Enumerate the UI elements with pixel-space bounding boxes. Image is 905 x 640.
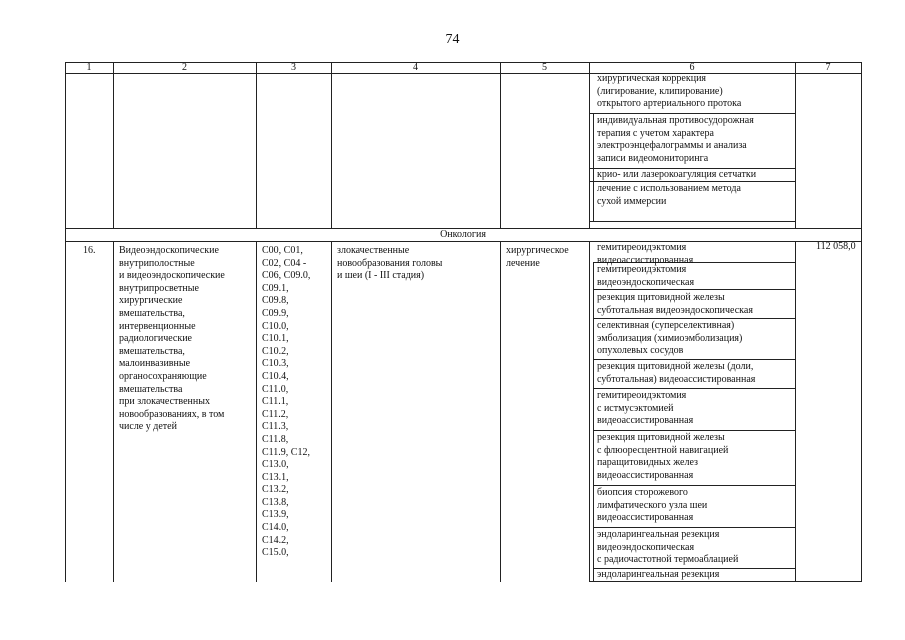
col-border-left xyxy=(65,62,66,582)
text-line: новообразованиях, в том xyxy=(119,408,225,420)
code-line: C13.1, xyxy=(262,471,289,483)
procedure-line: эндоларингеальная резекция xyxy=(597,569,720,580)
proc-separator xyxy=(593,318,795,319)
col-border-2-3-lower xyxy=(256,241,257,582)
code-line: C10.3, xyxy=(262,358,289,370)
column-header: 7 xyxy=(825,62,831,73)
col-border-5-6 xyxy=(589,62,590,228)
code-line: C06, C09.0, xyxy=(262,270,311,282)
procedure-line: открытого артериального протока xyxy=(597,98,742,110)
code-line: C09.8, xyxy=(262,295,289,307)
text-line: внутрипросветные xyxy=(119,282,199,294)
procedure-line: видеоассистированная xyxy=(597,415,694,427)
proc-separator xyxy=(593,527,795,528)
proc-separator xyxy=(593,388,795,389)
procedure-line: гемитиреоидэктомия xyxy=(597,390,687,401)
col-border-4-5 xyxy=(500,62,501,228)
procedure-line: резекция щитовидной железы xyxy=(597,292,725,303)
proc-separator xyxy=(589,221,795,222)
code-line: C11.0, xyxy=(262,383,289,395)
procedure-line: эндоларингеальная резекция xyxy=(597,529,720,540)
column-header: 3 xyxy=(291,62,296,73)
column-header: 2 xyxy=(182,62,187,73)
procedure-cell xyxy=(597,292,753,317)
text-line: новообразования головы xyxy=(337,257,443,269)
code-line: C13.9, xyxy=(262,509,289,521)
procedure-line: видеоассистированная xyxy=(597,469,694,481)
procedure-line: видеоэндоскопическая xyxy=(597,276,695,288)
procedure-line: гемитиреоидэктомия xyxy=(597,264,687,275)
code-line: C09.9, xyxy=(262,307,289,319)
text-line: вмешательства, xyxy=(119,307,185,319)
procedure-cell xyxy=(597,73,741,111)
col-border-right xyxy=(861,62,862,582)
procedure-line: записи видеомониторинга xyxy=(597,152,709,164)
code-line: C11.2, xyxy=(262,408,289,420)
code-line: C13.8, xyxy=(262,496,289,508)
text-line: при злокачественных xyxy=(119,396,210,408)
code-line: C11.1, xyxy=(262,396,289,408)
proc-separator xyxy=(593,430,795,431)
code-line: C11.8, xyxy=(262,433,289,445)
code-line: C11.9, C12, xyxy=(262,446,310,458)
procedure-cell xyxy=(597,529,738,567)
procedure-line: лимфатического узла шеи xyxy=(597,499,708,511)
procedure-cell xyxy=(597,487,707,525)
procedure-line: хирургическая коррекция xyxy=(597,73,707,84)
column-header: 1 xyxy=(86,62,92,73)
code-line: C00, C01, xyxy=(262,245,303,256)
procedure-line: субтотальная) видеоассистированная xyxy=(597,373,756,385)
code-line: C02, C04 - xyxy=(262,257,307,269)
text-line: вмешательства, xyxy=(119,345,185,357)
procedure-line: крио- или лазерокоагуляция сетчатки xyxy=(597,169,757,180)
col-border-1-2 xyxy=(113,62,114,228)
col-border-1-2-lower xyxy=(113,241,114,582)
procedure-line: гемитиреоидэктомия xyxy=(597,242,687,253)
procedure-line: эмболизация (химиоэмболизация) xyxy=(597,332,743,344)
text-line: радиологические xyxy=(119,333,192,345)
procedure-line: сухой иммерсии xyxy=(597,195,667,207)
treatment-type-cell xyxy=(506,245,569,270)
procedure-line: с флюоресцентной навигацией xyxy=(597,444,729,456)
procedure-line: резекция щитовидной железы xyxy=(597,432,725,443)
table-bottom-border xyxy=(795,581,861,582)
procedure-line: биопсия сторожевого xyxy=(597,487,688,498)
column-header: 4 xyxy=(413,62,418,73)
procedure-line: видеоассистированная xyxy=(597,512,694,524)
text-line: хирургические xyxy=(119,295,183,307)
proc-separator xyxy=(593,359,795,360)
col-border-4-5-lower xyxy=(500,241,501,582)
procedure-cell xyxy=(597,183,741,208)
procedure-line: терапия с учетом характера xyxy=(597,127,714,139)
code-line: C10.2, xyxy=(262,345,289,357)
text-line: хирургическое xyxy=(506,245,569,256)
procedure-cell xyxy=(597,361,755,386)
procedure-line: субтотальная видеоэндоскопическая xyxy=(597,304,753,316)
text-line: и шеи (I - III стадия) xyxy=(337,270,425,282)
procedure-cell xyxy=(597,264,694,289)
code-line: C14.0, xyxy=(262,522,289,534)
procedure-line: резекция щитовидной железы (доли, xyxy=(597,361,754,372)
section-title: Онкология xyxy=(440,229,486,240)
text-line: злокачественные xyxy=(337,245,410,256)
procedure-line: лечение с использованием метода xyxy=(597,183,741,194)
code-line: C10.4, xyxy=(262,370,289,382)
procedure-cell xyxy=(597,169,756,182)
row-number: 16. xyxy=(83,245,96,256)
code-line: C15.0, xyxy=(262,547,289,559)
procedure-cell xyxy=(597,320,742,358)
text-line: интервенционные xyxy=(119,320,196,332)
procedure-cell xyxy=(597,432,728,482)
page-number: 74 xyxy=(445,32,460,47)
proc-separator xyxy=(589,113,795,114)
proc-inner-border xyxy=(593,262,594,582)
procedure-line: видеоассистированная xyxy=(597,254,694,266)
proc-separator xyxy=(593,485,795,486)
code-line: C13.0, xyxy=(262,459,289,471)
text-line: внутриполостные xyxy=(119,257,195,269)
text-line: Видеоэндоскопические xyxy=(119,245,219,256)
procedure-line: электроэнцефалограммы и анализа xyxy=(597,140,747,152)
code-line: C09.1, xyxy=(262,282,289,294)
col-border-6-7-lower xyxy=(795,241,796,582)
col-border-5-6-lower xyxy=(589,241,590,582)
column-header: 5 xyxy=(542,62,547,73)
procedure-cell xyxy=(597,115,754,165)
text-line: и видеоэндоскопические xyxy=(119,270,225,282)
section-bottom-border xyxy=(65,241,861,242)
procedure-line: видеоэндоскопическая xyxy=(597,541,695,553)
procedure-cell xyxy=(597,390,693,428)
code-line: C10.0, xyxy=(262,320,289,332)
text-line: малоинвазивные xyxy=(119,358,191,370)
text-line: органосохраняющие xyxy=(119,370,207,382)
method-name-cell xyxy=(119,245,225,434)
column-header: 6 xyxy=(689,62,695,73)
procedure-line: опухолевых сосудов xyxy=(597,345,684,357)
col-border-2-3 xyxy=(256,62,257,228)
proc-inner-border xyxy=(593,113,594,221)
procedure-line: индивидуальная противосудорожная xyxy=(597,115,754,126)
procedure-line: селективная (суперселективная) xyxy=(597,320,735,331)
procedure-cell xyxy=(597,569,719,582)
text-line: числе у детей xyxy=(119,421,177,433)
code-line: C10.1, xyxy=(262,333,289,345)
col-border-6-7 xyxy=(795,62,796,228)
procedure-line: с радиочастотной термоаблацией xyxy=(597,554,739,566)
price-cell: 112 058,0 xyxy=(816,241,856,252)
text-line: вмешательства xyxy=(119,383,183,395)
diagnosis-codes-cell xyxy=(262,245,310,560)
procedure-line: паращитовидных желез xyxy=(597,457,698,469)
procedure-line: (лигирование, клипирование) xyxy=(597,85,723,97)
col-border-3-4 xyxy=(331,62,332,228)
code-line: C14.2, xyxy=(262,534,289,546)
procedure-line: с истмусэктомией xyxy=(597,402,674,414)
patient-model-cell xyxy=(337,245,442,283)
header-bottom-border xyxy=(65,73,861,74)
code-line: C13.2, xyxy=(262,484,289,496)
col-border-3-4-lower xyxy=(331,241,332,582)
text-line: лечение xyxy=(506,257,540,269)
code-line: C11.3, xyxy=(262,421,289,433)
